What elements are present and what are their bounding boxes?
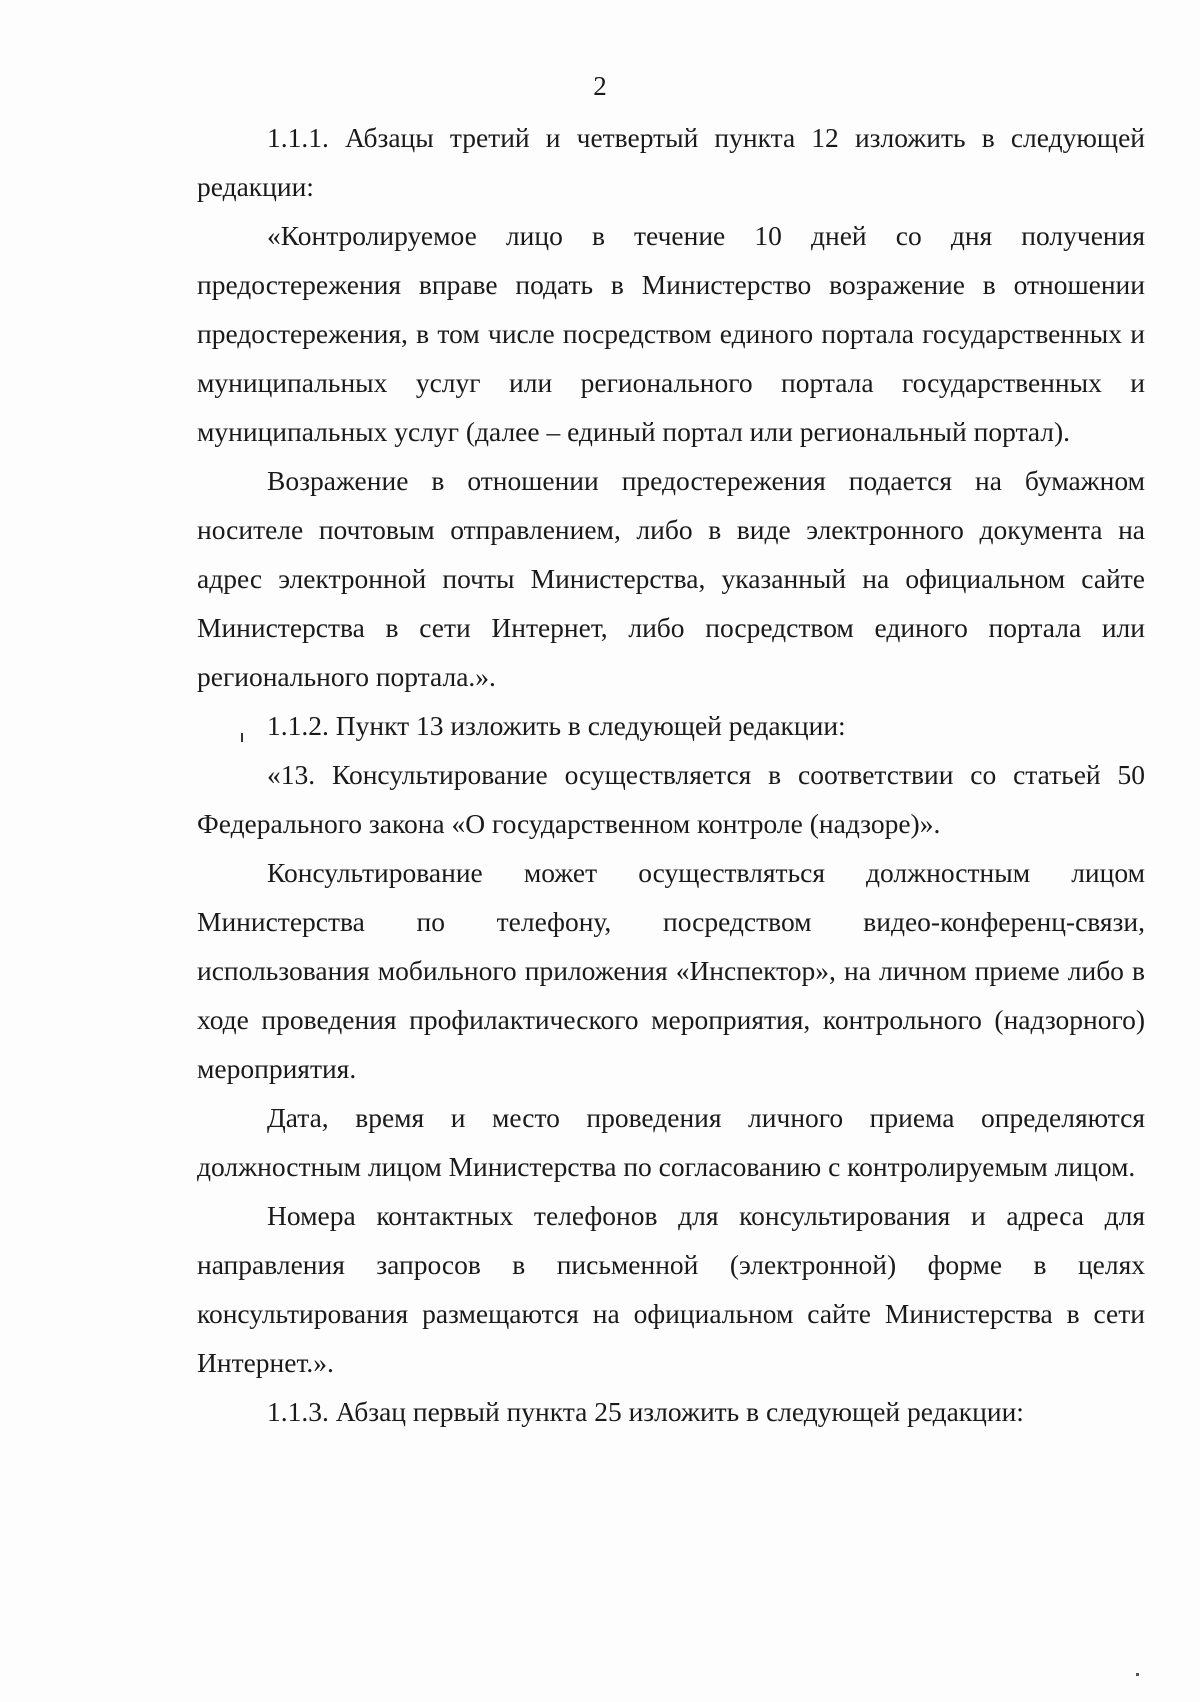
paragraph-1-1-2: 1.1.2. Пункт 13 изложить в следующей редакции: [267, 710, 846, 741]
paragraph-objection-deadline: «Контролируемое лицо в течение 10 дней со дня получения предостережения вправе подать в Министерство возражение в отношении предостережения, в том числе посредством единого портала государственных и муниципальных услуг или регионального портала государственных и муниципальных услуг (далее – единый портал или региональный портал). [197, 220, 1145, 447]
paragraph-1-1-3: 1.1.3. Абзац первый пункта 25 изложить в следующей редакции: [267, 1396, 1024, 1427]
paragraph-1-1-1: 1.1.1. Абзацы третий и четвертый пункта 12 изложить в следующей редакции: [197, 122, 1145, 202]
page-number: 2 [593, 71, 607, 101]
paragraph-contact-numbers: Номера контактных телефонов для консультирования и адреса для направления запросов в письменной (электронной) форме в целях консультирования размещаются на официальном сайте Министерства в сети Интернет.». [197, 1200, 1145, 1378]
paragraph-objection-submission: Возражение в отношении предостережения подается на бумажном носителе почтовым отправлением, либо в виде электронного документа на адрес электронной почты Министерства, указанный на официальном сайте Министерства в сети Интернет, либо посредством единого портала или регионального портала.». [197, 465, 1145, 692]
document-body [197, 113, 1145, 1436]
paragraph-consulting-methods: Консультирование может осуществляться должностным лицом Министерства по телефону, посредством видео-конференц-связи, использования мобильного приложения «Инспектор», на личном приеме либо в ходе проведения профилактического мероприятия, контрольного (надзорного) мероприятия. [197, 857, 1145, 1084]
paragraph-personal-reception: Дата, время и место проведения личного приема определяются должностным лицом Министерства по согласованию с контролируемым лицом. [197, 1102, 1145, 1182]
scan-dot [1136, 1673, 1139, 1676]
paragraph-item-13: «13. Консультирование осуществляется в соответствии со статьей 50 Федерального закона «О государственном контроле (надзоре)». [197, 759, 1145, 839]
scan-mark [241, 733, 243, 742]
